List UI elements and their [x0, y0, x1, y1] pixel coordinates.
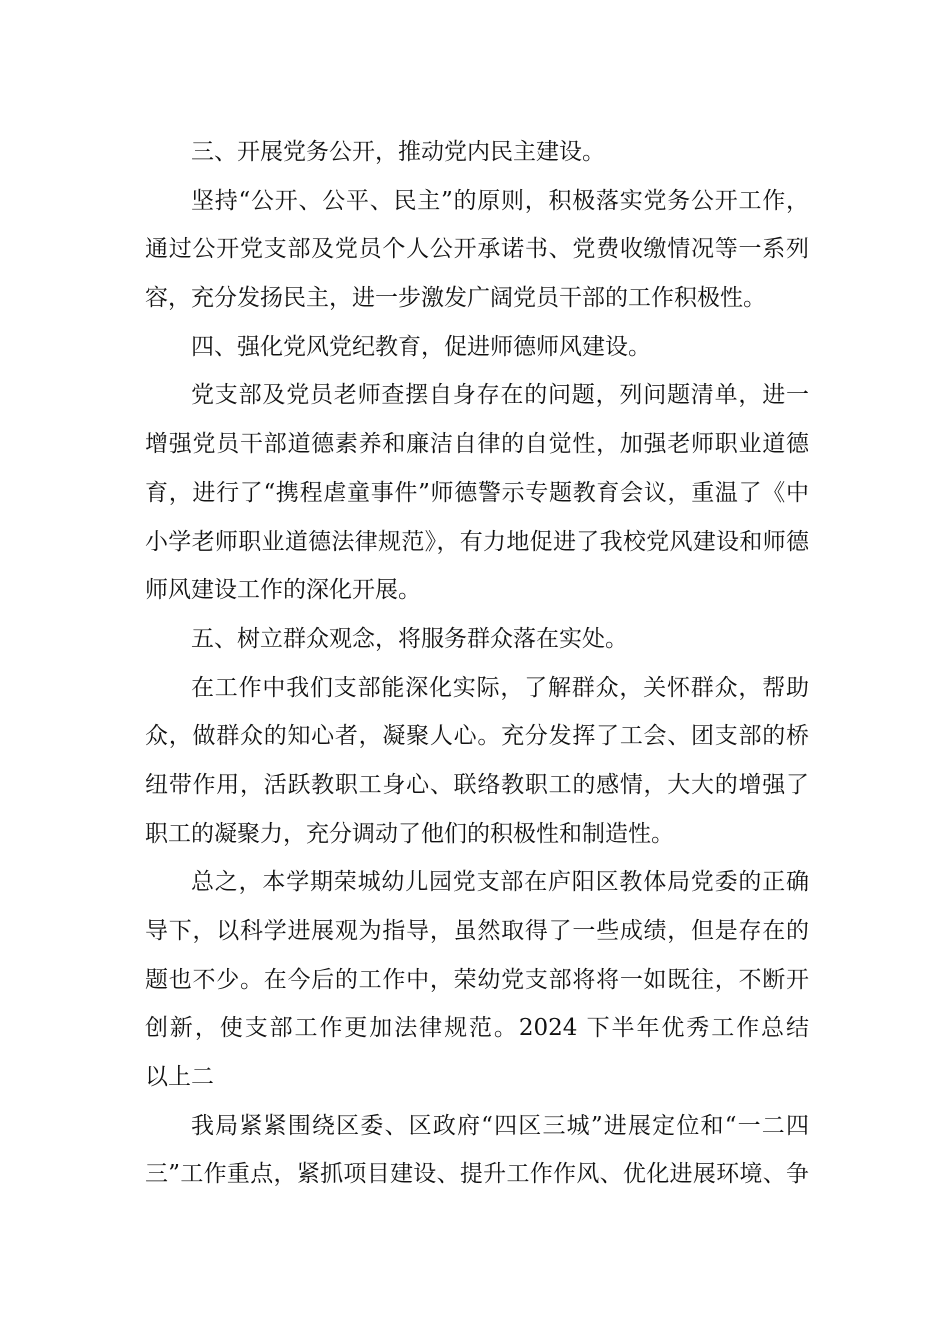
document-body	[145, 128, 809, 1199]
paragraph-line: 纽带作用，活跃教职工身心、联络教职工的感情，大大的增强了	[145, 771, 809, 798]
paragraph-line: 小学老师职业道德法律规范》，有力地促进了我校党风建设和师德	[145, 528, 809, 555]
paragraph-line: 党支部及党员老师查摆自身存在的问题，列问题清单，进一	[191, 382, 809, 409]
paragraph-line: 众，做群众的知心者，凝聚人心。充分发挥了工会、团支部的桥	[145, 723, 809, 750]
paragraph-line: 在工作中我们支部能深化实际，了解群众，关怀群众，帮助	[191, 674, 809, 701]
paragraph-line: 三”工作重点，紧抓项目建设、提升工作作风、优化进展环境、争	[145, 1161, 809, 1188]
section-heading-3: 三、开展党务公开，推动党内民主建设。	[191, 139, 605, 165]
paragraph-line: 我局紧紧围绕区委、区政府“四区三城”进展定位和“一二四	[191, 1112, 809, 1139]
paragraph-line: 坚持“公开、公平、民主”的原则，积极落实党务公开工作，	[191, 187, 809, 214]
paragraph-line: 总之，本学期荣城幼儿园党支部在庐阳区教体局党委的正确	[191, 869, 809, 896]
paragraph-line: 增强党员干部道德素养和廉洁自律的自觉性，加强老师职业道德	[145, 431, 809, 458]
paragraph-line: 师风建设工作的深化开展。	[145, 577, 421, 604]
paragraph-line: 职工的凝聚力，充分调动了他们的积极性和制造性。	[145, 820, 674, 847]
paragraph-line: 导下，以科学进展观为指导，虽然取得了一些成绩，但是存在的	[145, 918, 809, 944]
paragraph-line: 创新，使支部工作更加法律规范。2024 下半年优秀工作总结	[145, 1015, 809, 1042]
paragraph-line: 题也不少。在今后的工作中，荣幼党支部将将一如既往，不断开	[145, 966, 809, 993]
paragraph-line: 育，进行了“携程虐童事件”师德警示专题教育会议，重温了《中	[145, 479, 809, 506]
section-heading-4: 四、强化党风党纪教育，促进师德师风建设。	[191, 333, 651, 360]
paragraph-line: 通过公开党支部及党员个人公开承诺书、党费收缴情况等一系列	[145, 236, 809, 263]
paragraph-line: 容，充分发扬民主，进一步激发广阔党员干部的工作积极性。	[145, 285, 766, 312]
paragraph-line: 以上二	[145, 1064, 214, 1091]
section-heading-5: 五、树立群众观念，将服务群众落在实处。	[191, 625, 628, 652]
